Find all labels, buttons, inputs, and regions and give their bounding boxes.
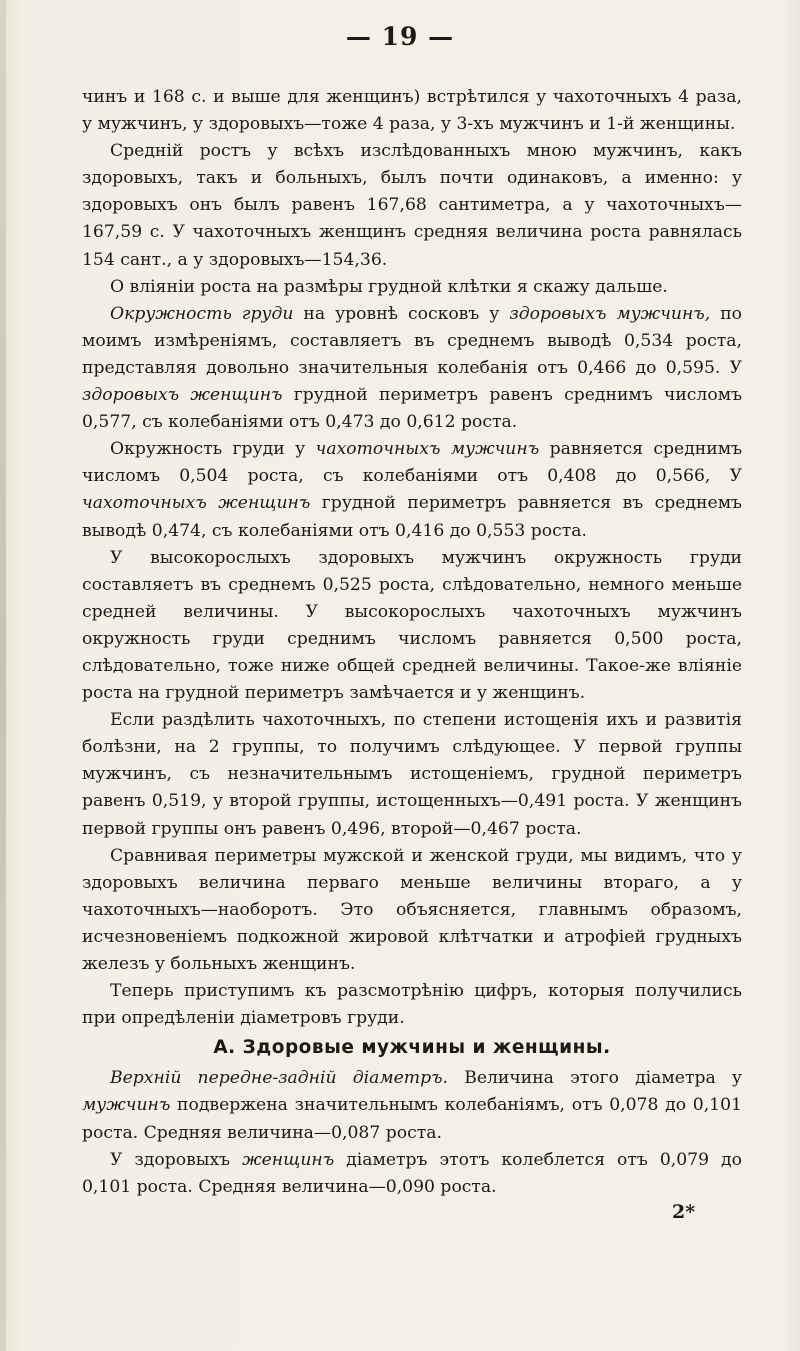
paragraph-transition: Теперь приступимъ къ разсмотрѣнiю цифръ, которыя получились при опредѣленiи дiаметровъ груди. [82, 981, 742, 1029]
section-title: А. Здоровые мужчины и женщины. [213, 1037, 611, 1059]
rich-text: Величина этого дiаметра у [448, 1068, 742, 1089]
rich-text: грудной периметръ равенъ среднимъ числомъ 0,577, съ колебанiями отъ 0,473 до 0,612 роста. [82, 385, 742, 433]
paragraph-continuation: чинъ и 168 с. и выше для женщинъ) встрѣтился у чахоточныхъ 4 раза, у мужчинъ, у здоровыхъ—тоже 4 раза, у 3-хъ мужчинъ и 1-й женщины. [82, 87, 742, 135]
rich-text: здоровыхъ мужчинъ, [509, 303, 711, 324]
rich-text: на уровнѣ сосковъ у [293, 303, 510, 324]
rich-text: дiаметръ этотъ колеблется отъ 0,079 до 0,101 роста. Средняя величина—0,090 роста. [82, 1149, 742, 1197]
rich-text: Окружность груди у [110, 439, 316, 460]
body-text [82, 84, 742, 1201]
rich-text: по моимъ измѣренiямъ, составляетъ въ среднемъ выводѣ 0,534 роста, представляя довольно значительныя колебанiя отъ 0,466 до 0,595. У [82, 303, 742, 378]
rich-text: чахоточныхъ женщинъ [82, 493, 311, 514]
paragraph-groups: Если раздѣлить чахоточныхъ, по степени истощенiя ихъ и развитiя болѣзни, на 2 группы, то получимъ слѣдующее. У первой группы мужчинъ, съ незначительнымъ истощенiемъ, грудной периметръ равенъ 0,519, у второй группы, истощенныхъ—0,491 роста. У женщинъ первой группы онъ равенъ 0,496, второй—0,467 роста. [82, 710, 742, 839]
printer-signature-mark: 2* [672, 1201, 696, 1223]
rich-text: мужчинъ [82, 1095, 171, 1116]
rich-text: равняется среднимъ числомъ 0,504 роста, съ колебанiями отъ 0,408 до 0,566, У [82, 439, 743, 487]
rich-text: Верхнiй передне-заднiй дiаметръ. [110, 1068, 449, 1089]
paragraph-upper-diameter-women [82, 1147, 742, 1201]
paragraph-average-height: Среднiй ростъ у всѣхъ изслѣдованныхъ мною мужчинъ, какъ здоровыхъ, такъ и больныхъ, былъ почти одинаковъ, а именно: у здоровыхъ онъ былъ равенъ 167,68 сантиметра, а у чахоточныхъ— 167,59 с. У чахоточныхъ женщинъ средняя величина роста равнялась 154 сант., а у здоровыхъ—154,36. [82, 141, 742, 270]
rich-text: подвержена значительнымъ колебанiямъ, отъ 0,078 до 0,101 роста. Средняя величина—0,087 роста. [82, 1095, 742, 1143]
page-number: — 19 — [345, 22, 455, 51]
paragraph-upper-diameter-men [82, 1065, 742, 1146]
rich-text: Окружность груди [110, 303, 294, 324]
rich-text: женщинъ [242, 1149, 335, 1170]
paragraph-chest-consumptive [82, 436, 742, 544]
rich-text: У здоровыхъ [110, 1149, 243, 1170]
rich-text: чахоточныхъ мужчинъ [315, 439, 540, 460]
paragraph-tall-people: У высокорослыхъ здоровыхъ мужчинъ окружность груди составляетъ въ среднемъ 0,525 роста, слѣдовательно, немного меньше средней величины. У высокорослыхъ чахоточныхъ мужчинъ окружность груди среднимъ числомъ равняется 0,500 роста, слѣдовательно, тоже ниже общей средней величины. Такое-же влiянiе роста на грудной периметръ замѣчается и у женщинъ. [82, 547, 742, 704]
rich-text: грудной периметръ равняется въ среднемъ выводѣ 0,474, съ колебанiями отъ 0,416 до 0,553 роста. [82, 493, 742, 541]
paragraph-chest-healthy [82, 301, 742, 436]
paragraph-height-influence: О влiянiи роста на размѣры грудной клѣтки я скажу дальше. [110, 276, 668, 297]
rich-text: здоровыхъ женщинъ [82, 385, 283, 406]
page-binding-edge [0, 0, 6, 1351]
paragraph-comparison: Сравнивая периметры мужской и женской груди, мы видимъ, что у здоровыхъ величина перваго меньше величины втораго, а у чахоточныхъ—наоборотъ. Это объясняется, главнымъ образомъ, исчезновенiемъ подкожной жировой клѣтчатки и атрофiей грудныхъ железъ у больныхъ женщинъ. [82, 845, 742, 974]
